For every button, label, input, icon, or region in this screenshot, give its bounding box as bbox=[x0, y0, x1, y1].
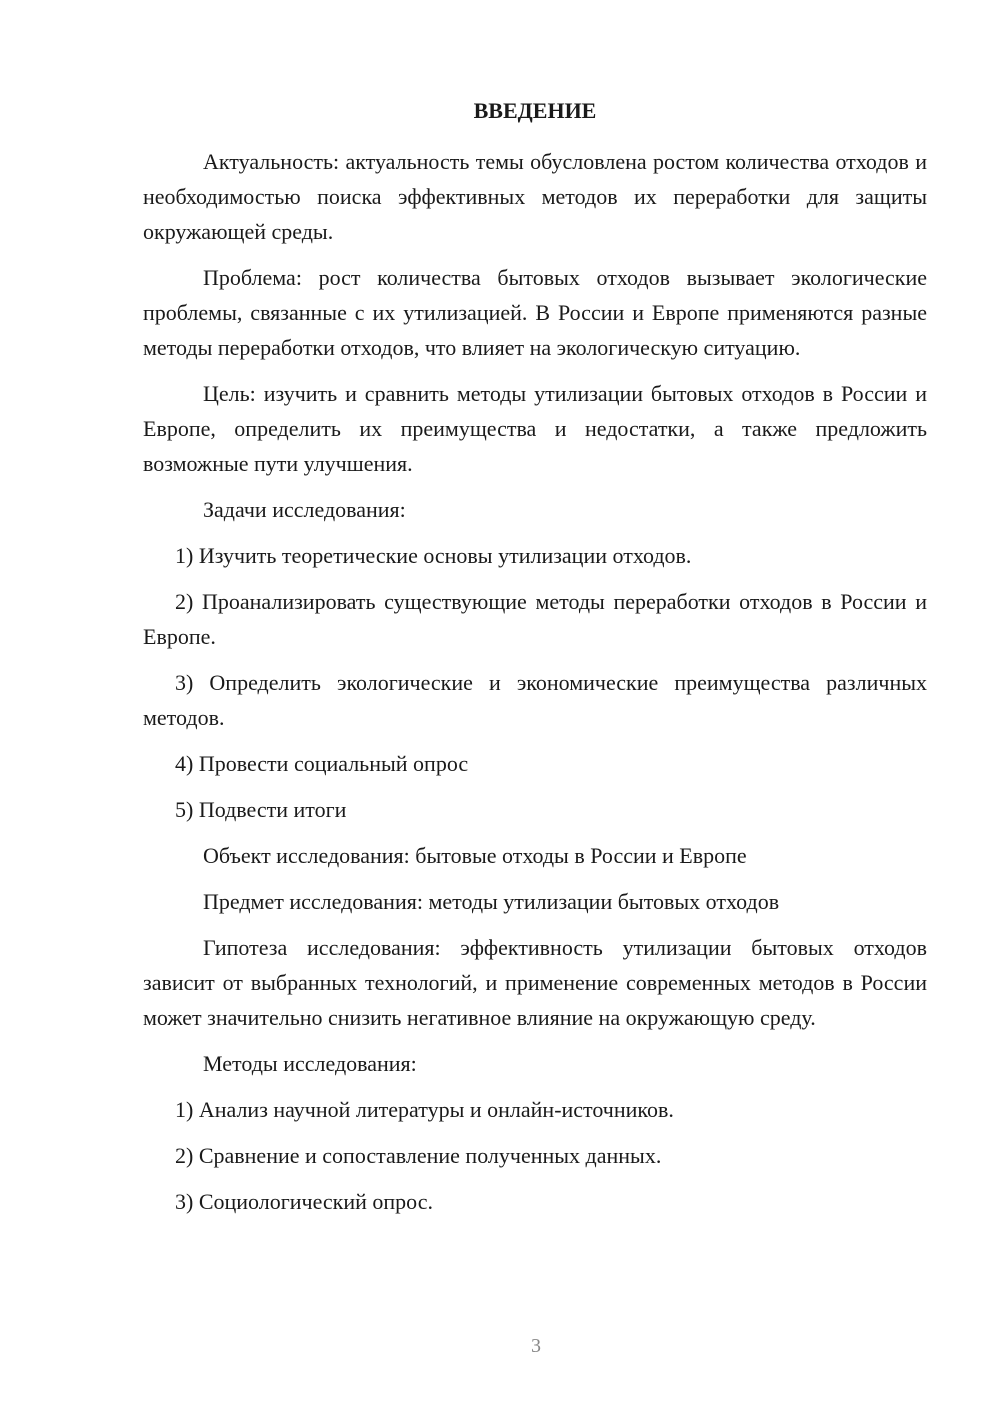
paragraph-subject: Предмет исследования: методы утилизации бытовых отходов bbox=[203, 889, 780, 914]
paragraph-object: Объект исследования: бытовые отходы в России и Европе bbox=[203, 843, 747, 868]
task-item: 3) Определить экологические и экономические преимущества различных методов. bbox=[143, 670, 927, 730]
paragraph-problem: Проблема: рост количества бытовых отходов вызывает экологические проблемы, связанные с их утилизацией. В России и Европе применяются разные методы переработки отходов, что влияет на экологическую ситуацию. bbox=[143, 265, 927, 360]
paragraph-hypothesis: Гипотеза исследования: эффективность утилизации бытовых отходов зависит от выбранных технологий, и применение современных методов в России может значительно снизить негативное влияние на окружающую среду. bbox=[143, 935, 927, 1030]
task-item: 1) Изучить теоретические основы утилизации отходов. bbox=[175, 543, 692, 568]
method-item: 1) Анализ научной литературы и онлайн-источников. bbox=[175, 1097, 674, 1122]
methods-heading: Методы исследования: bbox=[203, 1051, 417, 1076]
task-item: 2) Проанализировать существующие методы переработки отходов в России и Европе. bbox=[143, 589, 927, 649]
method-item: 2) Сравнение и сопоставление полученных данных. bbox=[175, 1143, 662, 1168]
section-title: ВВЕДЕНИЕ bbox=[473, 98, 597, 123]
paragraph-relevance: Актуальность: актуальность темы обусловлена ростом количества отходов и необходимостью поиска эффективных методов их переработки для защиты окружающей среды. bbox=[143, 149, 927, 244]
paragraph-goal: Цель: изучить и сравнить методы утилизации бытовых отходов в России и Европе, определить их преимущества и недостатки, а также предложить возможные пути улучшения. bbox=[143, 381, 927, 476]
task-item: 4) Провести социальный опрос bbox=[175, 751, 469, 776]
page-content bbox=[143, 98, 927, 1230]
task-item: 5) Подвести итоги bbox=[175, 797, 347, 822]
method-item: 3) Социологический опрос. bbox=[175, 1189, 433, 1214]
page-number: 3 bbox=[531, 1335, 541, 1357]
tasks-heading: Задачи исследования: bbox=[203, 497, 406, 522]
